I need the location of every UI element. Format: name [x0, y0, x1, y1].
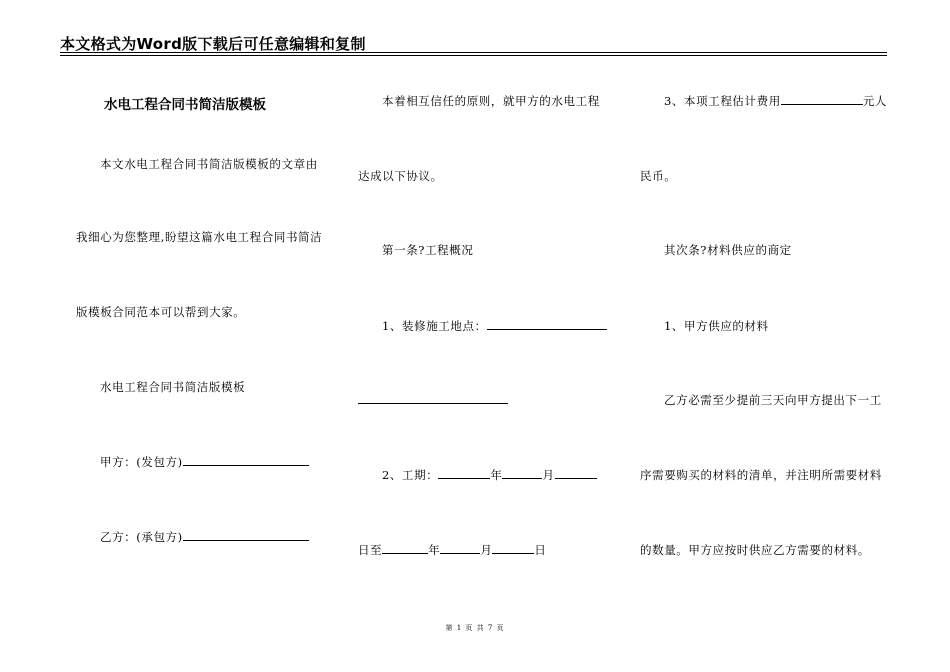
party-a-materials-heading: 1、甲方供应的材料: [664, 319, 769, 333]
principle-line-2: 达成以下协议。: [358, 169, 443, 183]
header-title: 本文格式为Word版下载后可任意编辑和复制: [60, 35, 366, 53]
month-label: 月: [542, 468, 555, 482]
article-1-heading: 第一条?工程概况: [382, 243, 474, 257]
template-subtitle: 水电工程合同书简洁版模板: [100, 380, 246, 394]
party-a-line: [100, 454, 309, 470]
column-left: [76, 0, 326, 672]
party-b-line: [100, 529, 309, 545]
end-day-label: 日: [534, 543, 547, 557]
party-a-label: 甲方：(发包方): [100, 455, 183, 469]
intro-line-1: 本文水电工程合同书简洁版模板的文章由: [100, 157, 318, 171]
estimated-cost-continued: 民币。: [640, 169, 677, 183]
start-month-blank: [502, 467, 542, 479]
site-location-line: [382, 318, 607, 334]
estimated-cost-label: 3、本项工程估计费用: [664, 94, 781, 108]
intro-line-2: 我细心为您整理,盼望这篇水电工程合同书简洁: [76, 230, 323, 244]
party-a-blank: [183, 454, 309, 466]
duration-line: [382, 467, 597, 483]
duration-label: 2、工期：: [382, 468, 439, 482]
page-number: 第 1 页 共 7 页: [445, 624, 505, 632]
party-b-label: 乙方：(承包方): [100, 530, 183, 544]
end-day-blank: [492, 542, 534, 554]
article-2-heading: 其次条?材料供应的商定: [664, 243, 792, 257]
duration-end-line: [358, 542, 547, 558]
start-year-blank: [438, 467, 490, 479]
year-label: 年: [490, 468, 503, 482]
materials-text-3: 的数量。甲方应按时供应乙方需要的材料。: [640, 543, 870, 557]
end-month-blank: [440, 542, 480, 554]
site-location-continued: [358, 392, 508, 407]
column-middle: [358, 0, 610, 672]
materials-text-2: 序需要购买的材料的清单，并注明所需要材料: [640, 468, 882, 482]
end-month-label: 月: [480, 543, 493, 557]
site-location-label: 1、装修施工地点：: [382, 319, 487, 333]
materials-text-1: 乙方必需至少提前三天向甲方提出下一工: [664, 393, 882, 407]
end-year-label: 年: [428, 543, 441, 557]
intro-line-3: 版模板合同范本可以帮到大家。: [76, 305, 246, 319]
start-day-blank: [555, 467, 597, 479]
column-right: [640, 0, 890, 672]
site-location-blank: [487, 318, 607, 330]
estimated-cost-line: [664, 93, 887, 109]
estimated-cost-blank: [781, 93, 863, 105]
document-title: 水电工程合同书简洁版模板: [104, 97, 266, 113]
day-to-label: 日至: [358, 543, 383, 557]
site-location-blank-2: [358, 392, 508, 404]
party-b-blank: [183, 529, 309, 541]
principle-line-1: 本着相互信任的原则，就甲方的水电工程: [382, 94, 600, 108]
end-year-blank: [382, 542, 428, 554]
currency-unit: 元人: [862, 94, 888, 108]
